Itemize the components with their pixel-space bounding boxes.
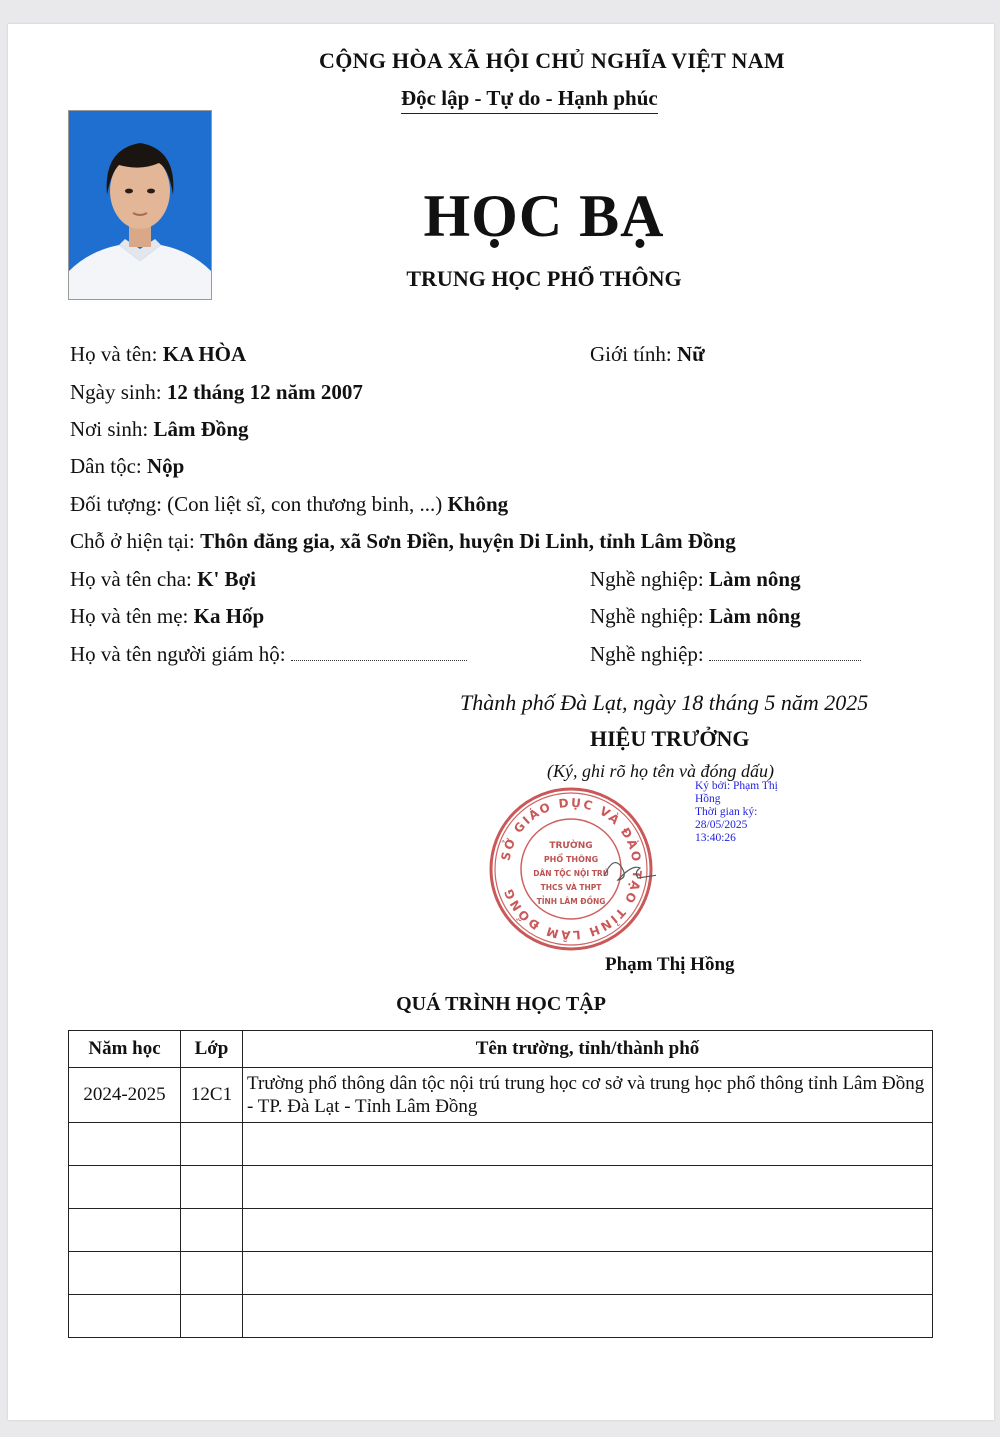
policy-label: Đối tượng: (Con liệt sĩ, con thương binh, ...) (70, 492, 443, 516)
father-job-value: Làm nông (708, 567, 801, 591)
field-policy (70, 492, 508, 517)
field-dob (70, 380, 363, 405)
name-label: Họ và tên: (70, 342, 158, 366)
field-guardian-job (590, 642, 861, 667)
official-stamp (486, 784, 656, 954)
document-title: HỌC BẠ (423, 183, 665, 249)
field-guardian (70, 642, 467, 667)
ethnicity-value: Nộp (146, 454, 185, 478)
guardian-label: Họ và tên người giám hộ: (70, 642, 286, 666)
national-heading: CỘNG HÒA XÃ HỘI CHỦ NGHĨA VIỆT NAM (319, 48, 785, 73)
document-page (8, 24, 994, 1420)
esign-line-3: Thời gian ký: (695, 806, 758, 818)
digital-signature-info (695, 780, 805, 845)
signature-note: (Ký, ghi rõ họ tên và đóng dấu) (547, 761, 774, 781)
header-year: Năm học (69, 1031, 181, 1068)
mother-job-label: Nghề nghiệp: (590, 604, 704, 628)
field-ethnicity (70, 454, 184, 479)
document-subtitle: TRUNG HỌC PHỔ THÔNG (406, 266, 682, 291)
mother-label: Họ và tên mẹ: (70, 604, 189, 628)
esign-line-2: Hồng (695, 793, 721, 805)
birthplace-label: Nơi sinh: (70, 417, 149, 441)
cell-year: 2024-2025 (69, 1068, 181, 1123)
table-row-empty (69, 1295, 933, 1338)
dob-value: 12 tháng 12 năm 2007 (166, 380, 363, 404)
header-class: Lớp (181, 1031, 243, 1068)
gender-value: Nữ (676, 342, 705, 366)
gender-label: Giới tính: (590, 342, 672, 366)
table-row (69, 1068, 933, 1123)
stamp-outer-text: SỞ GIÁO DỤC VÀ ĐÀO TẠO TỈNH LÂM ĐỒNG (498, 795, 645, 943)
cell-school: Trường phổ thông dân tộc nội trú trung học cơ sở và trung học phổ thông tỉnh Lâm Đồng - TP. Đà Lạt - Tỉnh Lâm Đồng (243, 1068, 933, 1123)
mother-value: Ka Hốp (193, 604, 265, 628)
dob-label: Ngày sinh: (70, 380, 162, 404)
stamp-line-5: TỈNH LÂM ĐỒNG (536, 897, 606, 906)
esign-line-1: Ký bởi: Phạm Thị (695, 780, 778, 792)
policy-value: Không (447, 492, 509, 516)
history-title: QUÁ TRÌNH HỌC TẬP (396, 993, 606, 1015)
father-value: K' Bợi (197, 567, 257, 591)
birthplace-value: Lâm Đồng (153, 417, 249, 441)
address-label: Chỗ ở hiện tại: (70, 529, 195, 553)
study-history-table (68, 1030, 933, 1338)
field-mother (70, 604, 264, 629)
field-birthplace (70, 417, 249, 442)
principal-title: HIỆU TRƯỞNG (590, 726, 750, 751)
table-row-empty (69, 1123, 933, 1166)
father-label: Họ và tên cha: (70, 567, 192, 591)
field-gender (590, 342, 705, 367)
table-row-empty (69, 1166, 933, 1209)
field-mother-job (590, 604, 801, 629)
stamp-seal (486, 784, 656, 954)
guardian-job-label: Nghề nghiệp: (590, 642, 704, 666)
esign-line-4: 28/05/2025 (695, 819, 748, 831)
guardian-job-blank (709, 646, 861, 661)
signer-name: Phạm Thị Hồng (605, 954, 735, 975)
mother-job-value: Làm nông (708, 604, 801, 628)
name-value: KA HÒA (162, 342, 247, 366)
table-row-empty (69, 1252, 933, 1295)
guardian-blank (291, 646, 467, 661)
table-header-row (69, 1031, 933, 1068)
ethnicity-label: Dân tộc: (70, 454, 142, 478)
address-value: Thôn đăng gia, xã Sơn Điền, huyện Di Linh, tỉnh Lâm Đồng (200, 529, 736, 553)
header-school: Tên trường, tỉnh/thành phố (243, 1031, 933, 1068)
field-father (70, 567, 256, 592)
cell-class: 12C1 (181, 1068, 243, 1123)
stamp-line-1: TRƯỜNG (549, 841, 593, 851)
field-name (70, 342, 246, 367)
field-address (70, 529, 736, 554)
father-job-label: Nghề nghiệp: (590, 567, 704, 591)
place-date: Thành phố Đà Lạt, ngày 18 tháng 5 năm 2025 (460, 690, 869, 715)
esign-line-5: 13:40:26 (695, 832, 736, 844)
stamp-line-2: PHỔ THÔNG (543, 855, 599, 864)
field-father-job (590, 567, 801, 592)
national-motto: Độc lập - Tự do - Hạnh phúc (401, 86, 658, 114)
stamp-line-4: THCS VÀ THPT (540, 883, 602, 892)
table-row-empty (69, 1209, 933, 1252)
stamp-line-3: DÂN TỘC NỘI TRÚ (533, 869, 609, 878)
